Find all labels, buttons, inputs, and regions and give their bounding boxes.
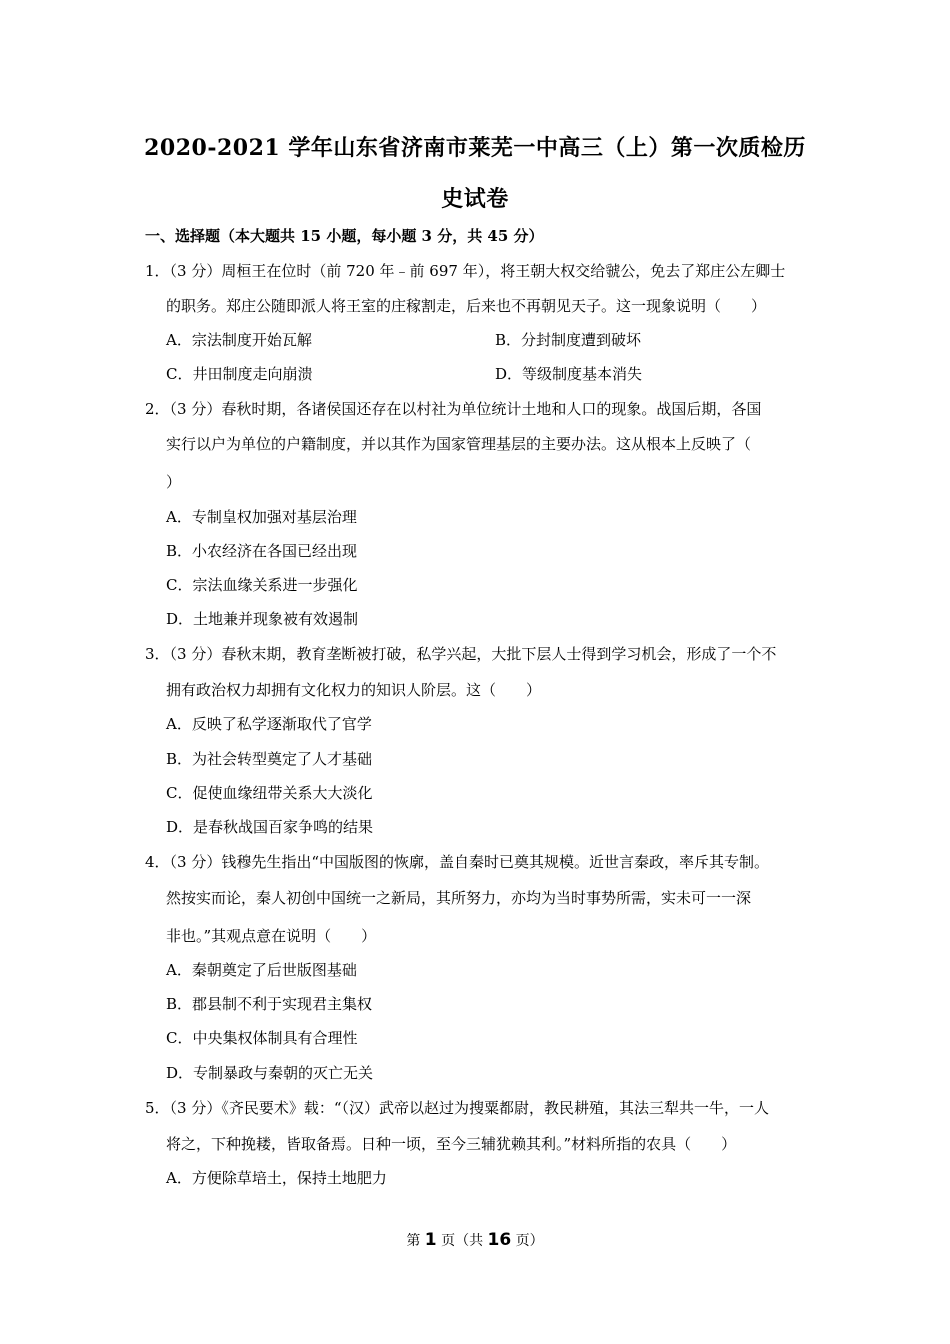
footer-prefix: 第 [406,1233,421,1249]
question-1-line-2: 的职务。郑庄公随即派人将王室的庄稼割走，后来也不再朝见天子。这一现象说明（ ） [166,297,767,315]
question-4-option-b: B．郡县制不利于实现君主集权 [166,995,373,1013]
footer-total-pages: 16 [487,1230,512,1250]
question-2-line-2: 实行以户为单位的户籍制度，并以其作为国家管理基层的主要办法。这从根本上反映了（ [166,435,752,453]
question-2-option-d: D．土地兼并现象被有效遏制 [166,610,359,628]
footer-page-number: 1 [424,1230,437,1250]
question-2-option-c: C．宗法血缘关系进一步强化 [166,576,358,594]
question-4-line-3: 非也。”其观点意在说明（ ） [166,927,377,945]
question-4-option-a: A．秦朝奠定了后世版图基础 [166,961,357,979]
question-5-line-2: 将之，下种挽耧，皆取备焉。日种一顷，至今三辅犹赖其利。”材料所指的农具（ ） [166,1135,737,1153]
question-4-line-2: 然按实而论，秦人初创中国统一之新局，其所努力，亦均为当时事势所需，实未可一一深 [166,889,752,907]
question-1-option-b: B．分封制度遭到破坏 [495,331,642,349]
question-3-option-c: C．促使血缘纽带关系大大淡化 [166,784,373,802]
question-2-option-b: B．小农经济在各国已经出现 [166,542,358,560]
question-3-line-1: 3．（3 分）春秋末期，教育垄断被打破，私学兴起，大批下层人士得到学习机会，形成了一个不 [145,645,777,663]
question-5-option-a: A．方便除草培土，保持土地肥力 [166,1169,387,1187]
page-footer [0,1230,950,1250]
question-4-option-d: D．专制暴政与秦朝的灭亡无关 [166,1064,374,1082]
page-title-line-1: 2020-2021 学年山东省济南市莱芜一中高三（上）第一次质检历 [144,135,806,161]
question-1-option-c: C．井田制度走向崩溃 [166,365,313,383]
question-5-line-1: 5．（3 分）《齐民要术》载：“（汉）武帝以赵过为搜粟都尉，教民耕殖，其法三犁共一牛，一人 [145,1099,770,1117]
section-heading: 一、选择题（本大题共 15 小题，每小题 3 分，共 45 分） [145,227,544,245]
footer-middle: 页（共 [441,1233,484,1249]
question-3-line-2: 拥有政治权力却拥有文化权力的知识人阶层。这（ ） [166,681,542,699]
question-4-line-1: 4．（3 分）钱穆先生指出“中国版图的恢廓，盖自秦时已奠其规模。近世言秦政，率斥其专制。 [145,853,770,871]
question-2-option-a: A．专制皇权加强对基层治理 [166,508,357,526]
footer-suffix: 页） [515,1233,544,1249]
question-1-line-1: 1．（3 分）周桓王在位时（前 720 年﹣前 697 年），将王朝大权交给虢公，免去了郑庄公左卿士 [145,262,786,280]
page-title-line-2: 史试卷 [441,186,509,212]
question-3-option-d: D．是春秋战国百家争鸣的结果 [166,818,374,836]
question-4-option-c: C．中央集权体制具有合理性 [166,1029,358,1047]
question-3-option-a: A．反映了私学逐渐取代了官学 [166,715,372,733]
question-1-option-d: D．等级制度基本消失 [495,365,643,383]
question-1-option-a: A．宗法制度开始瓦解 [166,331,312,349]
question-2-line-1: 2．（3 分）春秋时期，各诸侯国还存在以村社为单位统计土地和人口的现象。战国后期，各国 [145,400,762,418]
question-2-line-3: ） [166,473,182,491]
question-3-option-b: B．为社会转型奠定了人才基础 [166,750,373,768]
